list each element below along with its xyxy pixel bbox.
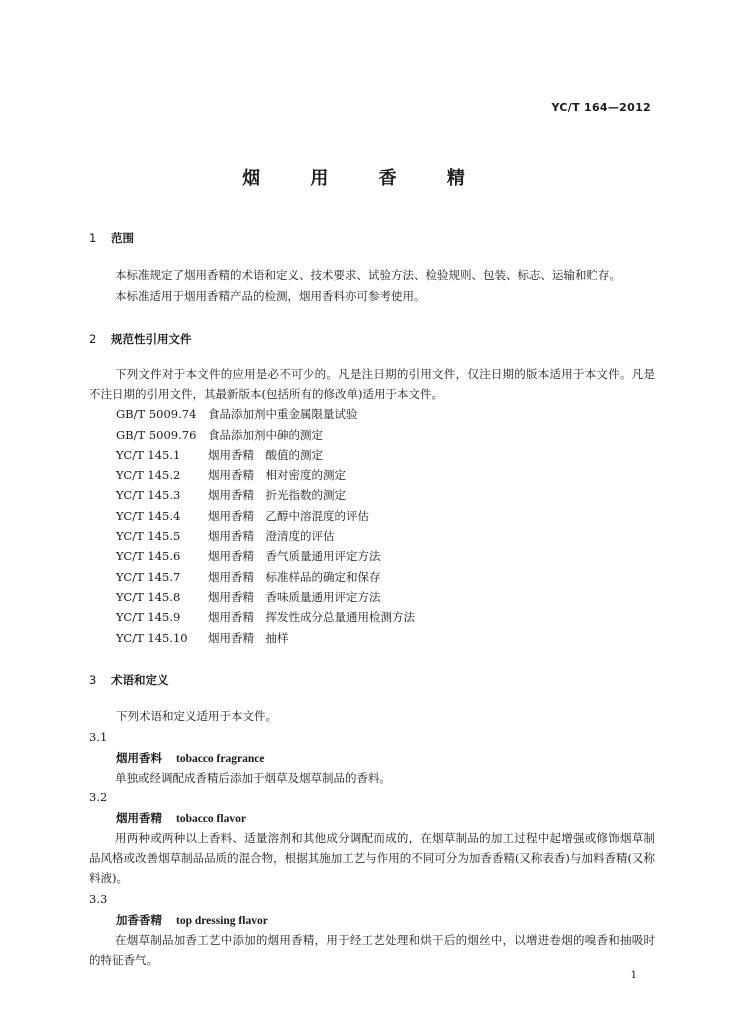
section-1-paragraph-1: 本标准规定了烟用香精的术语和定义、技术要求、试验方法、检验规则、包装、标志、运输和贮存。 [115,268,621,282]
term-zh: 烟用香料 [116,751,162,765]
reference-code: YC/T 145.10 [116,631,188,645]
reference-item [116,569,381,585]
section-1-paragraph-2: 本标准适用于烟用香精产品的检测，烟用香料亦可参考使用。 [115,289,426,303]
reference-code: YC/T 145.6 [116,549,181,563]
section-2-intro: 下列文件对于本文件的应用是必不可少的。凡是注日期的引用文件，仅注日期的版本适用于本文件。凡是不注日期的引用文件，其最新版本(包括所有的修改单)适用于本文件。 [89,367,655,401]
reference-item [116,487,346,503]
reference-name: 食品添加剂中砷的测定 [208,428,323,442]
reference-name: 烟用香精 折光指数的测定 [208,488,346,502]
term-definition: 单独或经调配成香精后添加于烟草及烟草制品的香料。 [115,771,391,785]
reference-code: YC/T 145.1 [116,448,181,462]
reference-code: YC/T 145.7 [116,570,181,584]
section-2-title: 规范性引用文件 [111,332,192,346]
reference-item [116,589,381,605]
reference-name: 烟用香精 香味质量通用评定方法 [208,590,381,604]
term-en: tobacco fragrance [176,753,265,765]
section-1-heading [89,230,134,246]
reference-name: 烟用香精 乙醇中溶混度的评估 [208,509,369,523]
section-1-number: 1 [89,231,97,245]
reference-item [116,609,415,625]
term-number: 3.2 [89,790,108,804]
section-1-title: 范围 [111,231,134,245]
page-title: 烟 用 香 精 [242,168,487,189]
reference-code: YC/T 145.9 [116,610,181,624]
section-3-heading [89,672,169,688]
term-number: 3.1 [89,730,108,744]
section-3-title: 术语和定义 [111,673,169,687]
reference-item [116,508,369,524]
section-3-number: 3 [89,673,97,687]
reference-name: 烟用香精 标准样品的确定和保存 [208,570,381,584]
term-definition: 在烟草制品加香工艺中添加的烟用香精，用于经工艺处理和烘干后的烟丝中，以增进卷烟的嗅香和抽吸时的特征香气。 [89,933,655,967]
page-number: 1 [630,970,637,981]
term-heading [116,750,264,766]
term-zh: 加香香精 [116,913,162,927]
reference-name: 烟用香精 澄清度的评估 [208,529,335,543]
reference-item [116,548,381,564]
reference-item [116,630,289,646]
reference-item [116,528,335,544]
reference-code: YC/T 145.5 [116,529,181,543]
section-3-intro: 下列术语和定义适用于本文件。 [116,709,277,723]
term-heading [116,912,268,928]
reference-name: 烟用香精 香气质量通用评定方法 [208,549,381,563]
term-number: 3.3 [89,892,108,906]
term-definition: 用两种或两种以上香料、适量溶剂和其他成分调配而成的，在烟草制品的加工过程中起增强或修饰烟草制品风格或改善烟草制品品质的混合物，根据其施加工艺与作用的不同可分为加香香精(又称表香)与加料香精(又称料液)。 [89,831,655,885]
reference-name: 烟用香精 相对密度的测定 [208,468,346,482]
reference-code: YC/T 145.4 [116,509,181,523]
term-en: top dressing flavor [176,915,268,927]
term-heading [116,810,246,826]
reference-code: GB/T 5009.76 [116,428,197,442]
reference-code: YC/T 145.8 [116,590,181,604]
section-2-heading [89,331,192,347]
reference-item [116,427,323,443]
reference-name: 烟用香精 酸值的测定 [208,448,323,462]
reference-code: GB/T 5009.74 [116,407,197,421]
term-zh: 烟用香精 [116,811,162,825]
reference-name: 烟用香精 抽样 [208,631,289,645]
reference-item [116,467,346,483]
section-2-number: 2 [89,332,97,346]
reference-item [116,406,358,422]
standard-code: YC/T 164—2012 [551,101,651,114]
reference-code: YC/T 145.3 [116,488,181,502]
reference-name: 烟用香精 挥发性成分总量通用检测方法 [208,610,415,624]
reference-item [116,447,323,463]
reference-name: 食品添加剂中重金属限量试验 [208,407,358,421]
reference-code: YC/T 145.2 [116,468,181,482]
term-en: tobacco flavor [176,813,246,825]
